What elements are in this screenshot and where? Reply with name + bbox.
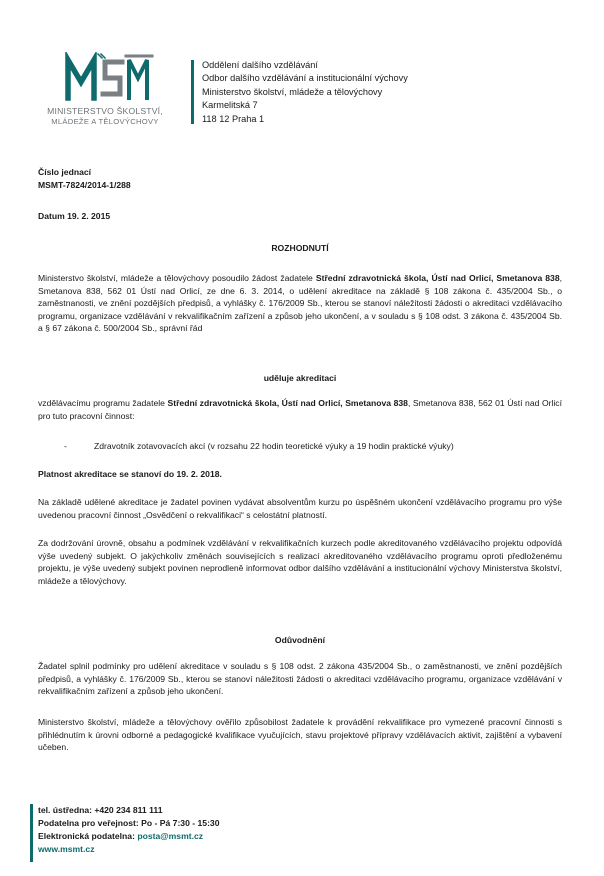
epodatelna-email-link[interactable]: posta@msmt.cz — [137, 831, 204, 841]
list-dash: - — [64, 441, 67, 451]
logo-text-line1: MINISTERSTVO ŠKOLSTVÍ, — [47, 106, 163, 116]
intro-text-rest: , Smetanova 838, 562 01 Ústí nad Orlicí, ze dne 6. 3. 2014, o udělení akreditace na základě § 108 zákona č. 435/2004 Sb., o zaměstnanosti, ve znění pozdějších předpisů, a vyhlášky č. 176/2009 Sb., kterou se stanoví náležitosti žádosti o akreditaci vzdělávacího programu, organizace vzdělávání v rekvalifikačním zařízení a způsob jeho ukončení, a v souladu s § 108 odst. 3 zákona č. 435/2004 Sb. a § 67 zákona č. 500/2004 Sb., správní řád — [38, 273, 562, 334]
grant-text-rest: , Smetanova 838, 562 01 Ústí nad Orlicí pro tuto pracovní činnost: — [38, 398, 562, 421]
document-title: ROZHODNUTÍ — [271, 243, 329, 253]
address-line: 118 12 Praha 1 — [202, 113, 265, 124]
grant-text: vzdělávacímu programu žadatele — [38, 398, 168, 408]
intro-paragraph — [38, 272, 562, 335]
hours-value: Po - Pá 7:30 - 15:30 — [138, 818, 220, 828]
activity-list — [38, 440, 562, 453]
document-date: Datum 19. 2. 2015 — [38, 211, 111, 221]
validity-statement: Platnost akreditace se stanoví do 19. 2. 2018. — [38, 469, 222, 479]
reference-number: MSMT-7824/2014-1/288 — [38, 179, 131, 190]
address-line: Ministerstvo školství, mládeže a tělovýchovy — [202, 86, 383, 97]
ministry-logo — [30, 52, 180, 142]
sender-address — [202, 59, 408, 126]
footer-epodatelna — [38, 830, 220, 843]
footer-hours — [38, 817, 220, 830]
list-item — [38, 440, 562, 453]
address-line: Odbor dalšího vzdělávání a institucionální výchovy — [202, 73, 408, 84]
footer-contacts — [38, 804, 220, 856]
logo-text-line2: MLÁDEŽE A TĚLOVÝCHOVY — [51, 117, 159, 126]
hours-label: Podatelna pro veřejnost: — [38, 818, 139, 828]
quality-paragraph: Za dodržování úrovně, obsahu a podmínek vzdělávání v rekvalifikačních kurzech podle akreditovaného vzdělávacího projektu odpovídá výše uvedený subjekt. O jakýchkoliv změnách souvisejících s realizací akreditovaného vzdělávacího programu oproti předloženému projektu, je výše uvedený subjekt povinen neprodleně informovat odbor dalšího vzdělávání a institucionální výchovy Ministerstva školství, mládeže a tělovýchovy. — [38, 538, 562, 586]
address-line: Karmelitská 7 — [202, 100, 258, 111]
reasoning-paragraph-1: Žadatel splnil podmínky pro udělení akreditace v souladu s § 108 odst. 2 zákona 435/2004 Sb., o zaměstnanosti, ve znění pozdějších předpisů, a vyhlášky č. 176/2009 Sb., kterou se stanoví náležitosti žádosti o akreditaci vzdělávacího programu, organizace vzdělávání v rekvalifikačním zařízení a způsob jeho ukončení. — [38, 661, 562, 697]
address-line: Oddělení dalšího vzdělávání — [202, 60, 318, 70]
reference-block — [38, 166, 562, 191]
footer-accent-bar — [30, 804, 33, 862]
reasoning-paragraph-2: Ministerstvo školství, mládeže a tělovýchovy ověřilo způsobilost žadatele k provádění rekvalifikace pro vymezené pracovní činnosti s přihlédnutím k úrovni odborné a pedagogické kvalifikace vyučujících, stavu projektové přípravy vzdělávacích aktivit, zajištění a vybavení učeben. — [38, 717, 562, 753]
header-accent-bar — [191, 60, 194, 124]
epodatelna-label: Elektronická podatelna: — [38, 831, 135, 841]
grant-heading: uděluje akreditaci — [263, 373, 337, 383]
msmt-monogram-icon — [30, 52, 180, 104]
grant-paragraph — [38, 397, 562, 422]
applicant-name: Střední zdravotnická škola, Ústí nad Orlicí, Smetanova 838 — [315, 273, 560, 283]
applicant-name-bold: Střední zdravotnická škola, Ústí nad Orlicí, Smetanova 838 — [167, 398, 408, 408]
phone-label: tel. ústředna: — [38, 805, 92, 815]
certificate-paragraph: Na základě udělené akreditace je žadatel povinen vydávat absolventům kurzu po úspěšném ukončení vzdělávacího programu pro výše uvedenou pracovní činnost „Osvědčení o rekvalifikaci“ s celostátní platností. — [38, 497, 562, 520]
phone-value: +420 234 811 111 — [91, 805, 163, 815]
activity-text: Zdravotník zotavovacích akcí (v rozsahu 22 hodin teoretické výuky a 19 hodin praktické výuky) — [94, 441, 454, 451]
reference-label: Číslo jednací — [38, 167, 92, 177]
intro-text: Ministerstvo školství, mládeže a tělovýchovy posoudilo žádost žadatele — [38, 273, 316, 283]
reasoning-heading: Odůvodnění — [274, 635, 326, 645]
footer-phone — [38, 804, 220, 817]
website-link[interactable]: www.msmt.cz — [38, 844, 95, 854]
